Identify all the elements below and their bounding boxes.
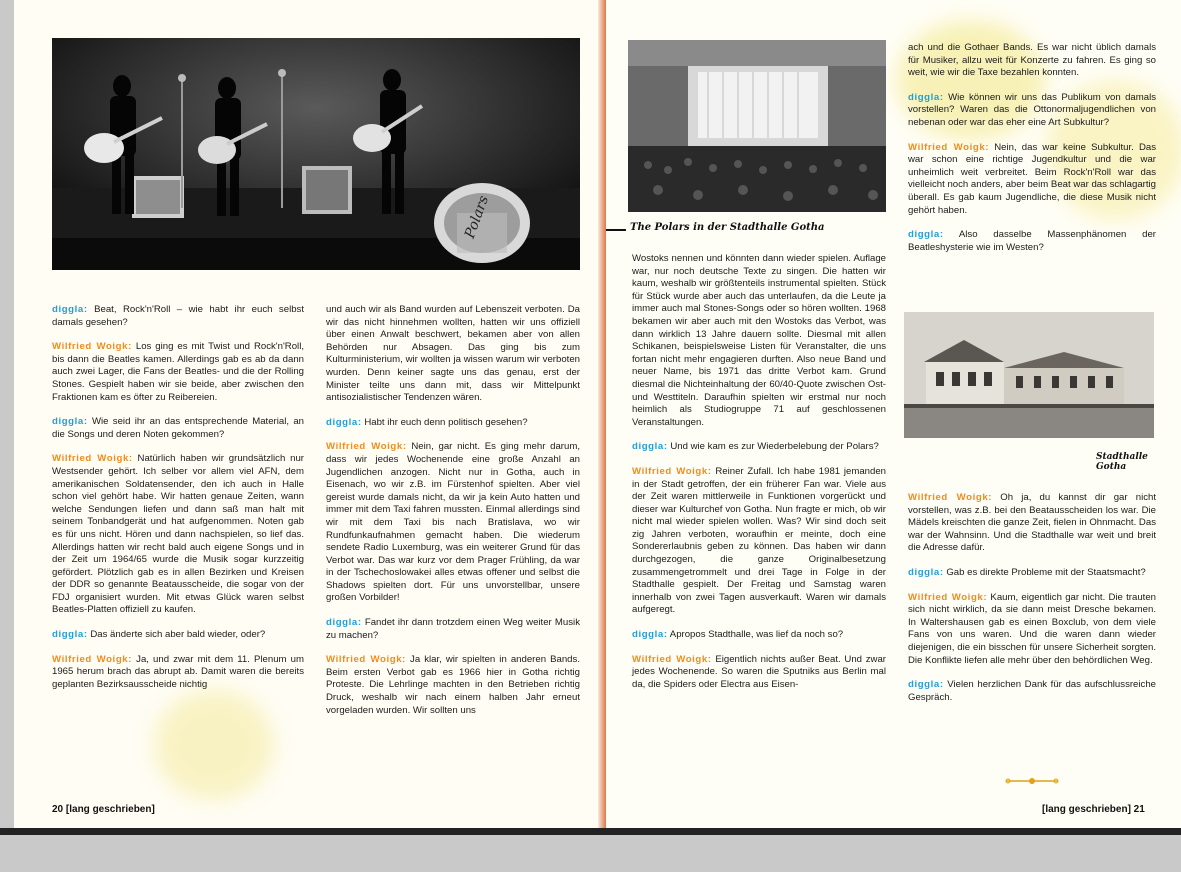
interview-paragraph <box>52 654 304 692</box>
interview-paragraph <box>52 629 304 642</box>
paragraph-text: Oh ja, du kannst dir gar nicht vorstellen, was z.B. bei den Beatausscheiden los war. Die Mädels kreischten die ganze Zeit, fielen in Ohnmacht. Das war der Wahnsinn. Und die Stadthalle war weit und breit die Adresse dafür. <box>908 492 1157 554</box>
speaker-wilfried: Wilfried Woigk: <box>632 465 712 477</box>
speaker-wilfried: Wilfried Woigk: <box>908 492 993 503</box>
caption-arrow-icon <box>606 222 626 232</box>
speaker-diggla: diggla: <box>52 304 88 315</box>
interview-paragraph <box>908 679 1156 704</box>
interview-paragraph <box>326 441 580 605</box>
left-column-2 <box>326 304 580 729</box>
right-column-1 <box>632 253 886 703</box>
paragraph-text: Habt ihr euch denn politisch gesehen? <box>364 416 528 428</box>
paragraph-text: Das änderte sich aber bald wieder, oder? <box>90 629 266 641</box>
speaker-diggla: diggla: <box>632 629 668 641</box>
hall-photo-caption: The Polars in der Stadthalle Gotha <box>630 222 825 233</box>
speaker-diggla: diggla: <box>908 566 944 578</box>
yellow-blob <box>154 690 274 800</box>
interview-paragraph <box>632 441 886 454</box>
paragraph-text: Reiner Zufall. Ich habe 1981 jemanden in der Stadt getroffen, der ein früherer Fan war. Viele aus der Zeit waren mittlerweile in Funktionen vorgerückt und dieser war Kulturchef von Gotha. Nun fragte er mich, ob wir nicht mal wieder spielen wollen. Was? Wir sind doch seit zig Jahren verboten, woraufhin er meinte, doch eine Sondererlaubnis geben zu können. Das haben wir dann durchgezogen, die ganze Originalbesetzung zusammengetrommelt und drei Tage in Folge in der Stadthalle gespielt. Der Freitag und Samstag waren innerhalb von zwei Tagen ausverkauft. Waren wir damals aufgeregt. <box>632 465 886 616</box>
interview-paragraph <box>632 629 886 642</box>
speaker-diggla: diggla: <box>326 416 362 428</box>
paragraph-text: Wostoks nennen und könnten dann wieder spielen. Auflage war, nur noch deutsche Texte zu singen. Die hatten wir kaum, weshalb wir größtenteils instrumental spielten. Stück für Stück wurde aber auch das unterlaufen, da die Leute ja immer auch mal Stones-Songs oder so hören wollten. 1968 bekamen wir aber auch mit den Wostoks das Verbot, was dann wirklich 13 Jahre dauern sollte. Diesmal mit allen Schikanen, beispielsweise Listen für Veranstalter, die uns fortan nicht mehr engagieren durften. Also neue Band und neuer Name, bis 1971 das dritte Verbot kam. Grund diesmal die Nichteinhaltung der 60/40-Quote zwischen Ost- und Westtiteln. Daraufhin spielten wir erstmal nur noch heimlich als Studiogruppe 71 auf geschlossenen Veranstaltungen. <box>632 253 886 428</box>
speaker-wilfried: Wilfried Woigk: <box>52 653 133 665</box>
interview-paragraph <box>908 229 1156 254</box>
interview-paragraph <box>908 592 1156 668</box>
paragraph-text: Ja klar, wir spielten in anderen Bands. Beim ersten Verbot gab es 1966 hier in Gotha richtig Proteste. Die Lehrlinge machten in den Betrieben richtig Druck, weshalb wir nach einem halben Jahr erneut vorgeladen wurden. Wir sollten uns <box>326 654 580 716</box>
interview-paragraph <box>632 466 886 617</box>
paragraph-text: Gab es direkte Probleme mit der Staatsmacht? <box>946 566 1146 578</box>
building-photo-graphic <box>904 312 1154 438</box>
interview-paragraph <box>52 341 304 404</box>
paragraph-text: Ja, und zwar mit dem 11. Plenum um 1965 herum brach das abrupt ab. Damit waren die bereits geplanten Bezirksausscheide nichtig <box>52 653 304 690</box>
interview-paragraph <box>908 42 1156 80</box>
speaker-wilfried: Wilfried Woigk: <box>326 654 406 666</box>
speaker-wilfried: Wilfried Woigk: <box>632 653 712 665</box>
speaker-wilfried: Wilfried Woigk: <box>326 441 407 453</box>
interview-paragraph <box>908 142 1156 218</box>
paragraph-text: Und wie kam es zur Wiederbelebung der Polars? <box>670 441 879 453</box>
speaker-diggla: diggla: <box>632 441 668 453</box>
interview-paragraph <box>908 492 1156 555</box>
interview-paragraph <box>326 654 580 717</box>
left-page <box>14 0 606 830</box>
speaker-wilfried: Wilfried Woigk: <box>52 341 132 353</box>
band-photo-graphic <box>52 38 580 270</box>
right-page <box>606 0 1181 830</box>
paragraph-text: Eigentlich nichts außer Beat. Und zwar jedes Wochenende. So waren die Sputniks aus Berlin mal da, die Spiders oder Electra aus Eisen- <box>632 653 886 690</box>
interview-paragraph <box>52 304 304 329</box>
stadthalle-hall-photo <box>628 40 886 212</box>
speaker-diggla: diggla: <box>908 91 944 103</box>
interview-paragraph <box>52 453 304 617</box>
paragraph-text: und auch wir als Band wurden auf Lebenszeit verboten. Da wir das nicht hinnehmen wollten, hatten wir uns offiziell über einen Anwalt beschwert, bekamen aber von allen Behörden nur Absagen. Das ging bis zum Kulturministerium, wir wollten ja wissen warum wir verboten wurden. Denn keiner sagte uns das genau, erst der Minister teilte uns dann mit, dass wir Mittelpunkt antisozialistischer Tendenzen wären. <box>326 304 580 404</box>
bass-drum-logo: Polars <box>462 193 493 241</box>
right-column-2-top <box>908 42 1156 266</box>
left-column-1 <box>52 304 304 703</box>
speaker-diggla: diggla: <box>908 229 944 241</box>
speaker-wilfried: Wilfried Woigk: <box>908 141 990 153</box>
building-photo-caption: Stadthalle Gotha <box>1096 452 1148 472</box>
speaker-wilfried: Wilfried Woigk: <box>908 591 988 603</box>
band-stage-photo <box>52 38 580 270</box>
interview-paragraph <box>632 654 886 692</box>
speaker-diggla: diggla: <box>908 679 944 691</box>
paragraph-text: Los ging es mit Twist und Rock'n'Roll, bis dann die Beatles kamen. Allerdings gab es ab da dann auch zwei Lager, die Fans der Beatles- und die der Rolling Stones. Gespielt haben wir sie beide, aber zwischen den Fraktionen kam es öfter zu Reibereien. <box>52 341 304 403</box>
paragraph-text: Nein, das war keine Subkultur. Das war schon eine richtige Jugendkultur und die war unheimlich weit verbreitet. Beim Rock'n'Roll war das vielleicht noch anders, aber beim Beat war das schlagartig überall. Es gab kaum Jugendliche, die diese Musik nicht gehört haben. <box>908 141 1157 216</box>
interview-paragraph <box>908 567 1156 580</box>
speaker-diggla: diggla: <box>52 629 88 641</box>
paragraph-text: Vielen herzlichen Dank für das aufschlussreiche Gespräch. <box>908 679 1156 703</box>
right-column-2-bottom <box>908 492 1156 716</box>
paragraph-text: Apropos Stadthalle, was lief da noch so? <box>669 629 844 641</box>
paragraph-text: ach und die Gothaer Bands. Es war nicht üblich damals für Musiker, allzu weit für Konzerte zu fahren. Es ging so weit, wie wir die Taxe bezahlen konnten. <box>908 42 1156 79</box>
hall-photo-graphic <box>628 40 886 212</box>
speaker-diggla: diggla: <box>326 617 362 629</box>
interview-paragraph <box>326 417 580 430</box>
interview-paragraph <box>326 617 580 642</box>
paragraph-text: Also dasselbe Massenphänomen der Beatleshysterie wie im Westen? <box>908 229 1156 253</box>
paragraph-text: Nein, gar nicht. Es ging mehr darum, dass wir jedes Wochenende eine große Anzahl an Jugendlichen anzogen. Nicht nur in Gotha, auch in Eisenach, wo wir z.B. im Fürstenhof spielten. Aber viel gereist wurde damals nicht, da wir ja kein Auto hatten und immer mit dem Taxi fahren mussten. Einmal allerdings sind wir mit dem Taxi bis nach Bratislava, wo wir Rundfunkaufnahmen gemacht haben. Die wiederum sendete Radio Luxemburg, was ein weiterer Grund für das Verbot war. Das war kurz vor dem Prager Frühling, da war in der Tschechoslowakei alles etwas offener und selbst die Shadows spielten dort. Für uns unvorstellbar, unsere großen Vorbilder! <box>326 441 580 604</box>
stadthalle-building-photo <box>904 312 1154 438</box>
paragraph-text: Fandet ihr dann trotzdem einen Weg weiter Musik zu machen? <box>326 617 580 641</box>
paragraph-text: Wie können wir uns das Publikum von damals vorstellen? Waren das die Ottonormaljugendlichen von nebenan oder war das eher eine Art Subkultur? <box>908 91 1156 128</box>
paragraph-text: Wie seid ihr an das entsprechende Material, an die Songs und deren Noten gekommen? <box>52 416 304 440</box>
page-number-right: [lang geschrieben] 21 <box>1042 804 1145 815</box>
speaker-wilfried: Wilfried Woigk: <box>52 453 133 465</box>
spread-bottom-edge <box>0 828 1181 835</box>
paragraph-text: Natürlich haben wir grundsätzlich nur Westsender gehört. Ich selber vor allem viel AFN, dem amerikanischen Soldatensender, den ich auch in Halle schon viel gehört habe. Wir hatten genaue Zeiten, wann welche Sendungen liefen und dann saß man halt mit seinem Tonbandgerät und hat aufgenommen. Noten gab es für uns nicht. Hören und dann nachspielen, so lief das. Allerdings hatten wir recht bald auch eigene Songs und in der Zeit um 1964/65 wurde die Musik sogar kurzzeitig gefördert. Plötzlich gab es in allen Bezirken und Kreisen der DDR so genannte Beatausscheide, die sogar von der FDJ organisiert wurden. Mit etwas Glück waren selbst Beatles-Platten offiziell zu kaufen. <box>52 453 305 616</box>
interview-paragraph <box>908 92 1156 130</box>
interview-paragraph <box>52 416 304 441</box>
interview-paragraph <box>326 304 580 405</box>
paragraph-text: Kaum, eigentlich gar nicht. Die trauten sich nicht wirklich, da sie dann meist Dresche bekamen. In Waltershausen gab es einen Boxclub, von dem viele Fans von uns waren. Und die waren dann wieder diejenigen, die ein bisschen für unsere Sicherheit sorgten. Die Konflikte liefen alle mehr über den behördlichen Weg. <box>908 591 1157 666</box>
paragraph-text: Beat, Rock'n'Roll – wie habt ihr euch selbst damals gesehen? <box>52 304 304 328</box>
page-number-left: 20 [lang geschrieben] <box>52 804 155 815</box>
ornament-divider-icon <box>1002 774 1062 786</box>
speaker-diggla: diggla: <box>52 416 88 428</box>
interview-paragraph <box>632 253 886 429</box>
